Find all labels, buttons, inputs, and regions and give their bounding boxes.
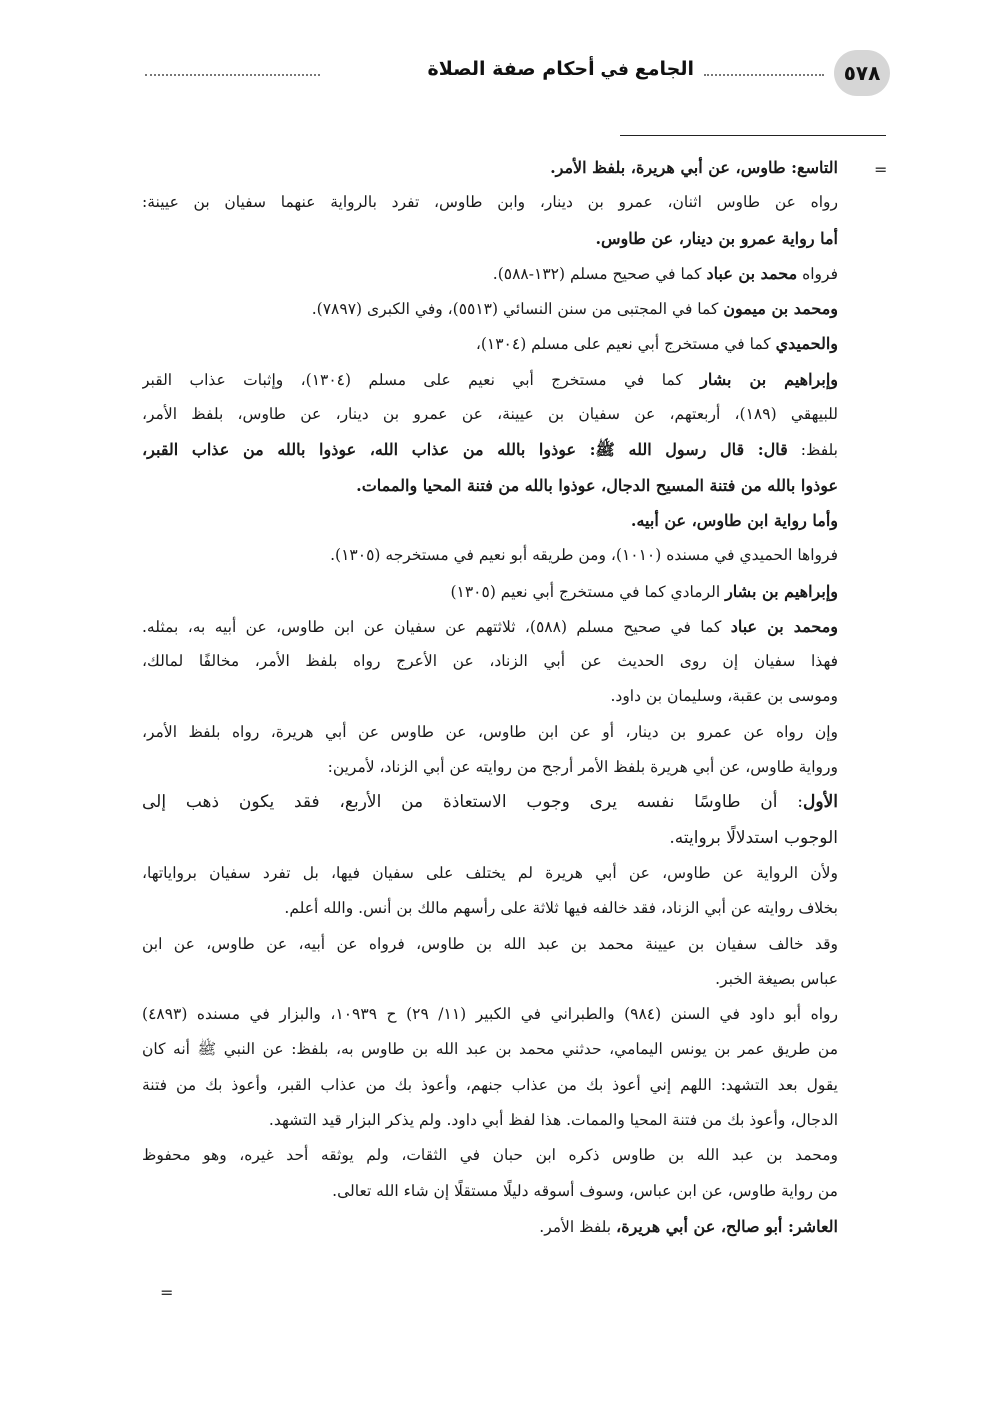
header-dotted-leader-left bbox=[145, 74, 320, 76]
text-line: من طريق عمر بن يونس اليمامي، حدثني محمد بن عبد الله بن طاوس به، بلفظ: عن النبي ﷺ أنه كان bbox=[142, 1040, 838, 1059]
text-line: للبيهقي (١٨٩)، أربعتهم، عن سفيان بن عيينة، عن عمرو بن دينار، عن طاوس، بلفظ الأمر، bbox=[142, 405, 838, 424]
page-number: ٥٧٨ bbox=[834, 50, 890, 96]
text-line: وأما رواية ابن طاوس، عن أبيه. bbox=[630, 510, 838, 530]
running-header bbox=[145, 50, 890, 96]
text-line: ورواية طاوس، عن أبي هريرة بلفظ الأمر أرجح من روايته عن أبي الزناد، لأمرين: bbox=[327, 758, 838, 777]
text-line: فرواها الحميدي في مسنده (١٠١٠)، ومن طريقه أبو نعيم في مستخرجه (١٣٠٥). bbox=[330, 546, 838, 565]
running-title-rest: أحكام صفة الصلاة bbox=[427, 58, 595, 80]
text-line: الدجال، وأعوذ بك من فتنة المحيا والممات. هذا لفظ أبي داود. ولم يذكر البزار قيد التشهد. bbox=[268, 1111, 838, 1130]
text-line: عوذوا بالله من فتنة المسيح الدجال، عوذوا بالله من فتنة المحيا والممات. bbox=[356, 475, 838, 495]
text-line: الوجوب استدلالًا بروايته. bbox=[669, 827, 838, 848]
continuation-marker-top: = bbox=[874, 160, 888, 179]
text-line: التاسع: طاوس، عن أبي هريرة، بلفظ الأمر. bbox=[550, 158, 838, 177]
running-title-main: الجامع bbox=[634, 58, 694, 80]
footnote-body bbox=[142, 150, 838, 1244]
text-line: الأول: أن طاوسًا نفسه يرى وجوب الاستعاذة من الأربع، فقد يكون ذهب إلى bbox=[142, 792, 838, 813]
text-line: وإبراهيم بن بشار الرمادي كما في مستخرج أبي نعيم (١٣٠٥) bbox=[450, 581, 838, 601]
text-line: من رواية طاوس، عن ابن عباس، وسوف أسوقه دليلًا مستقلًا إن شاء الله تعالى. bbox=[332, 1181, 838, 1200]
text-line: ومحمد بن ميمون كما في المجتبى من سنن النسائي (٥٥١٣)، وفي الكبرى (٧٨٩٧). bbox=[311, 299, 838, 319]
text-line: ولأن الرواية عن طاوس، عن أبي هريرة لم يختلف على سفيان فيها، بل تفرد سفيان برواياتها، bbox=[142, 863, 838, 882]
text-line: والحميدي كما في مستخرج أبي نعيم على مسلم (١٣٠٤)، bbox=[475, 334, 838, 354]
text-line: العاشر: أبو صالح، عن أبي هريرة، بلفظ الأمر. bbox=[539, 1216, 838, 1236]
text-line: فرواه محمد بن عباد كما في صحيح مسلم (١٣٢-٥٨٨). bbox=[492, 263, 838, 283]
continuation-marker-bottom: = bbox=[160, 1283, 174, 1302]
text-line: يقول بعد التشهد: اللهم إني أعوذ بك من عذاب جنهم، وأعوذ بك من عذاب القبر، وأعوذ بك من فتنة bbox=[142, 1075, 838, 1094]
text-line: رواه أبو داود في السنن (٩٨٤) والطبراني في الكبير (١١/ ٢٩) ح ١٠٩٣٩، والبزار في مسنده (٤٨٩٣) bbox=[142, 1005, 838, 1024]
text-line: بخلاف روايته عن أبي الزناد، فقد خالفه فيها ثلاثة على رأسهم مالك بن أنس. والله أعلم. bbox=[284, 899, 838, 918]
text-line: فهذا سفيان إن روى الحديث عن أبي الزناد، عن الأعرج رواه بلفظ الأمر، مخالفًا لمالك، bbox=[142, 652, 838, 671]
text-line: رواه عن طاوس اثنان، عمرو بن دينار، وابن طاوس، تفرد بالرواية عنهما سفيان بن عيينة: bbox=[142, 193, 838, 212]
text-line: أما رواية عمرو بن دينار، عن طاوس. bbox=[595, 228, 838, 248]
text-line: وإن رواه عن عمرو بن دينار، أو عن ابن طاوس، عن طاوس عن أبي هريرة، رواه بلفظ الأمر، bbox=[142, 722, 838, 741]
text-line: بلفظ: قال: قال رسول الله ﷺ: عوذوا بالله من عذاب الله، عوذوا بالله من عذاب القبر، bbox=[142, 440, 838, 460]
running-title-sep: ﻓﻲ bbox=[594, 60, 635, 80]
text-line: عباس بصيغة الخبر. bbox=[715, 969, 838, 988]
text-line: ومحمد بن عباد كما في صحيح مسلم (٥٨٨)، ثلاثتهم عن سفيان عن ابن طاوس، عن أبيه به، بمثله. bbox=[142, 616, 838, 636]
footnote-separator-rule bbox=[620, 135, 886, 136]
text-line: ومحمد بن عبد الله بن طاوس ذكره ابن حبان في الثقات، ولم يوثقه أحد غيره، وهو محفوظ bbox=[142, 1146, 838, 1165]
text-line: وإبراهيم بن بشار كما في مستخرج أبي نعيم على مسلم (١٣٠٤)، وإثبات عذاب القبر bbox=[142, 369, 838, 389]
text-line: وموسى بن عقبة، وسليمان بن داود. bbox=[610, 687, 838, 706]
header-dotted-leader-right bbox=[704, 74, 824, 76]
text-line: وقد خالف سفيان بن عيينة محمد بن عبد الله بن طاوس، فرواه عن أبيه، عن طاوس، عن ابن bbox=[142, 934, 838, 953]
running-title bbox=[427, 58, 694, 80]
